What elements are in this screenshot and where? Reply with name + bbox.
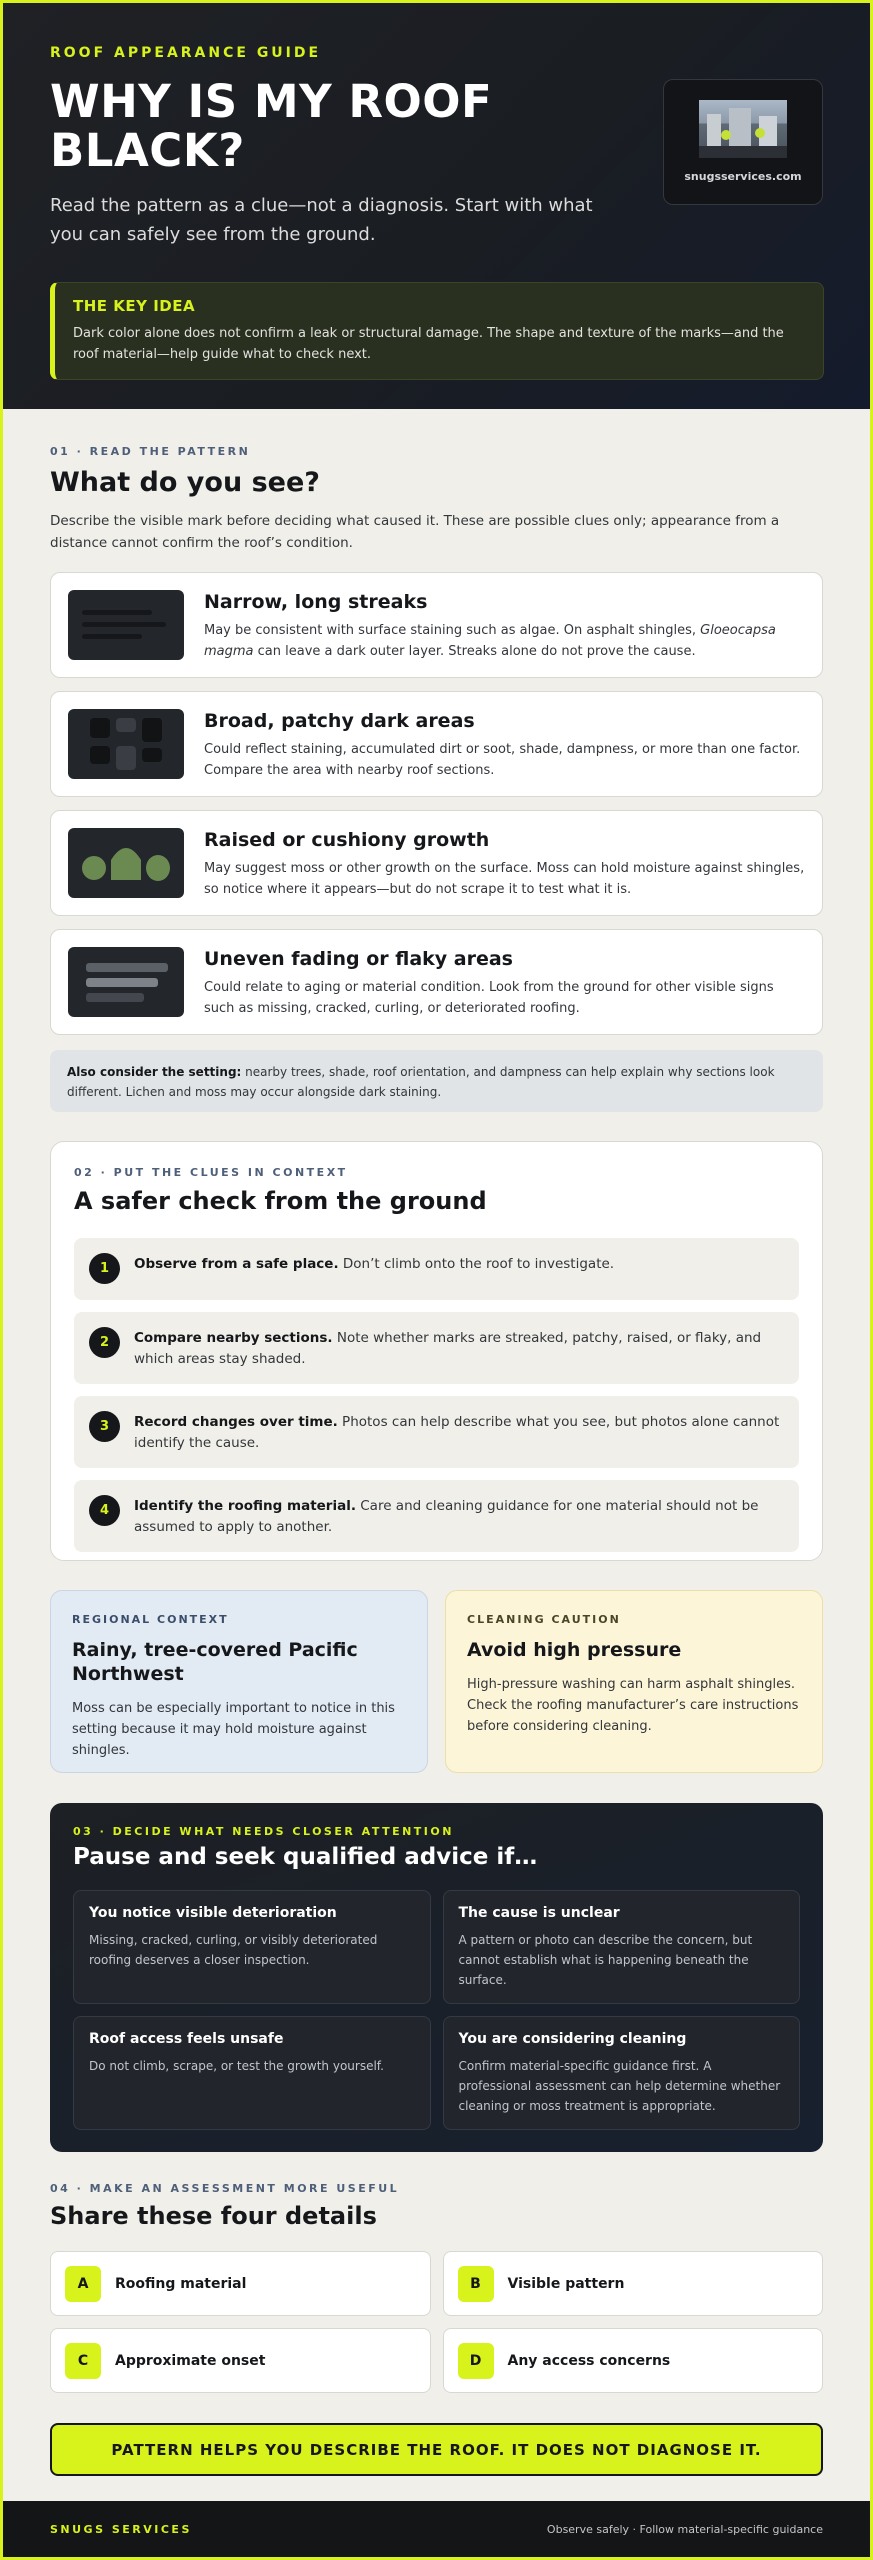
step-text: Compare nearby sections. Note whether marks are streaked, patchy, raised, or flaky, and which areas stay shaded. [134,1330,762,1367]
context-cards [50,1590,823,1773]
regional-title: Rainy, tree-covered Pacific Northwest [72,1639,358,1685]
key-idea-text: Dark color alone does not confirm a leak or structural damage. The shape and texture of the marks—and the roof material—help guide what to check next. [73,326,784,362]
pattern-title: Broad, patchy dark areas [204,710,475,732]
section-closer-attention [50,1803,823,2152]
detail-label: Any access concerns [507,2352,671,2369]
regional-text: Moss can be especially important to notice in this setting because it may hold moisture against shingles. [72,1701,395,1758]
step-number: 3 [89,1411,120,1442]
advice-item [443,2016,801,2130]
advice-item [443,1890,801,2004]
step-number: 4 [89,1495,120,1526]
step-item [74,1238,799,1300]
section-share-details [50,2182,823,2393]
detail-label: Roofing material [115,2275,247,2292]
pattern-card-patches [50,691,823,797]
advice-title: Roof access feels unsafe [89,2031,284,2047]
footer [3,2501,870,2557]
section3-eyebrow: 03 · DECIDE WHAT NEEDS CLOSER ATTENTION [73,1825,454,1838]
section-read-pattern [50,409,823,1112]
streaks-icon [68,590,184,660]
detail-letter: B [458,2266,494,2302]
pattern-text: Could relate to aging or material condition. Look from the ground for other visible signs such as missing, cracked, curling, or deteriorated roofing. [204,980,774,1016]
step-item [74,1480,799,1552]
advice-title: You notice visible deterioration [89,1905,337,1921]
regional-context-card [50,1590,428,1773]
advice-title: You are considering cleaning [458,2031,687,2047]
caution-title: Avoid high pressure [467,1639,682,1661]
step-text: Record changes over time. Photos can help describe what you see, but photos alone cannot identify the cause. [134,1414,780,1451]
page-title: WHY IS MY ROOF BLACK? [50,75,493,177]
hero-eyebrow: ROOF APPEARANCE GUIDE [50,45,322,61]
pattern-text: May suggest moss or other growth on the surface. Moss can hold moisture against shingles, so notice where it appears—but do not scrape it to test what it is. [204,861,805,897]
section-safer-check [50,1141,823,1561]
setting-note: Also consider the setting: nearby trees, shade, roof orientation, and dampness can help explain why sections look different. Lichen and moss may occur alongside dark staining. [50,1050,823,1112]
advice-text: Confirm material-specific guidance first. A professional assessment can help determine whether cleaning or moss treatment is appropriate. [458,2059,781,2113]
pattern-title: Uneven fading or flaky areas [204,948,513,970]
hero-subtitle: Read the pattern as a clue—not a diagnosis. Start with what you can safely see from the ground. [50,195,593,245]
footer-brand: SNUGS SERVICES [50,2522,192,2536]
moss-icon [68,828,184,898]
patches-icon [68,709,184,779]
advice-title: The cause is unclear [458,1905,620,1921]
step-number: 1 [89,1253,120,1284]
section1-title: What do you see? [50,467,320,498]
detail-letter: D [458,2343,494,2379]
step-number: 2 [89,1327,120,1358]
logo-card [663,79,823,205]
section2-eyebrow: 02 · PUT THE CLUES IN CONTEXT [74,1166,348,1179]
hero [3,3,870,409]
advice-text: A pattern or photo can describe the concern, but cannot establish what is happening beneath the surface. [458,1933,753,1987]
detail-item [50,2251,431,2316]
caution-eyebrow: CLEANING CAUTION [467,1613,621,1626]
section4-eyebrow: 04 · MAKE AN ASSESSMENT MORE USEFUL [50,2182,400,2195]
detail-label: Visible pattern [507,2275,625,2292]
summary-banner: PATTERN HELPS YOU DESCRIBE THE ROOF. IT DOES NOT DIAGNOSE IT. [50,2423,823,2476]
pattern-card-streaks [50,572,823,678]
logo-building-icon [699,100,787,158]
section3-title: Pause and seek qualified advice if… [73,1844,538,1870]
advice-text: Missing, cracked, curling, or visibly deteriorated roofing deserves a closer inspection. [89,1933,378,1967]
detail-letter: C [65,2343,101,2379]
pattern-text: May be consistent with surface staining such as algae. On asphalt shingles, Gloeocapsa magma can leave a dark outer layer. Streaks alone do not prove the cause. [204,623,776,659]
pattern-card-moss [50,810,823,916]
detail-item [443,2328,824,2393]
regional-eyebrow: REGIONAL CONTEXT [72,1613,229,1626]
detail-letter: A [65,2266,101,2302]
pattern-card-fading [50,929,823,1035]
detail-item [50,2328,431,2393]
step-item [74,1312,799,1384]
logo-site: snugsservices.com [684,170,802,183]
detail-item [443,2251,824,2316]
section1-intro: Describe the visible mark before deciding what caused it. These are possible clues only; appearance from a distance cannot confirm the roof’s condition. [50,513,780,551]
section1-eyebrow: 01 · READ THE PATTERN [50,445,251,458]
pattern-text: Could reflect staining, accumulated dirt or soot, shade, dampness, or more than one factor. Compare the area with nearby roof sections. [204,742,801,778]
key-idea-title: THE KEY IDEA [73,297,196,315]
cleaning-caution-card [445,1590,823,1773]
step-text: Observe from a safe place. Don’t climb onto the roof to investigate. [134,1256,615,1272]
advice-item [73,1890,431,2004]
caution-text: High-pressure washing can harm asphalt shingles. Check the roofing manufacturer’s care instructions before considering cleaning. [467,1677,799,1734]
step-item [74,1396,799,1468]
step-text: Identify the roofing material. Care and cleaning guidance for one material should not be assumed to apply to another. [134,1498,759,1535]
footer-tagline: Observe safely · Follow material-specific guidance [546,2522,823,2536]
section4-title: Share these four details [50,2202,377,2230]
pattern-title: Narrow, long streaks [204,591,428,613]
pattern-title: Raised or cushiony growth [204,829,490,851]
section2-title: A safer check from the ground [74,1187,487,1215]
fading-icon [68,947,184,1017]
key-idea-callout [50,282,824,380]
advice-text: Do not climb, scrape, or test the growth yourself. [89,2059,384,2073]
advice-item [73,2016,431,2130]
detail-label: Approximate onset [115,2352,266,2369]
